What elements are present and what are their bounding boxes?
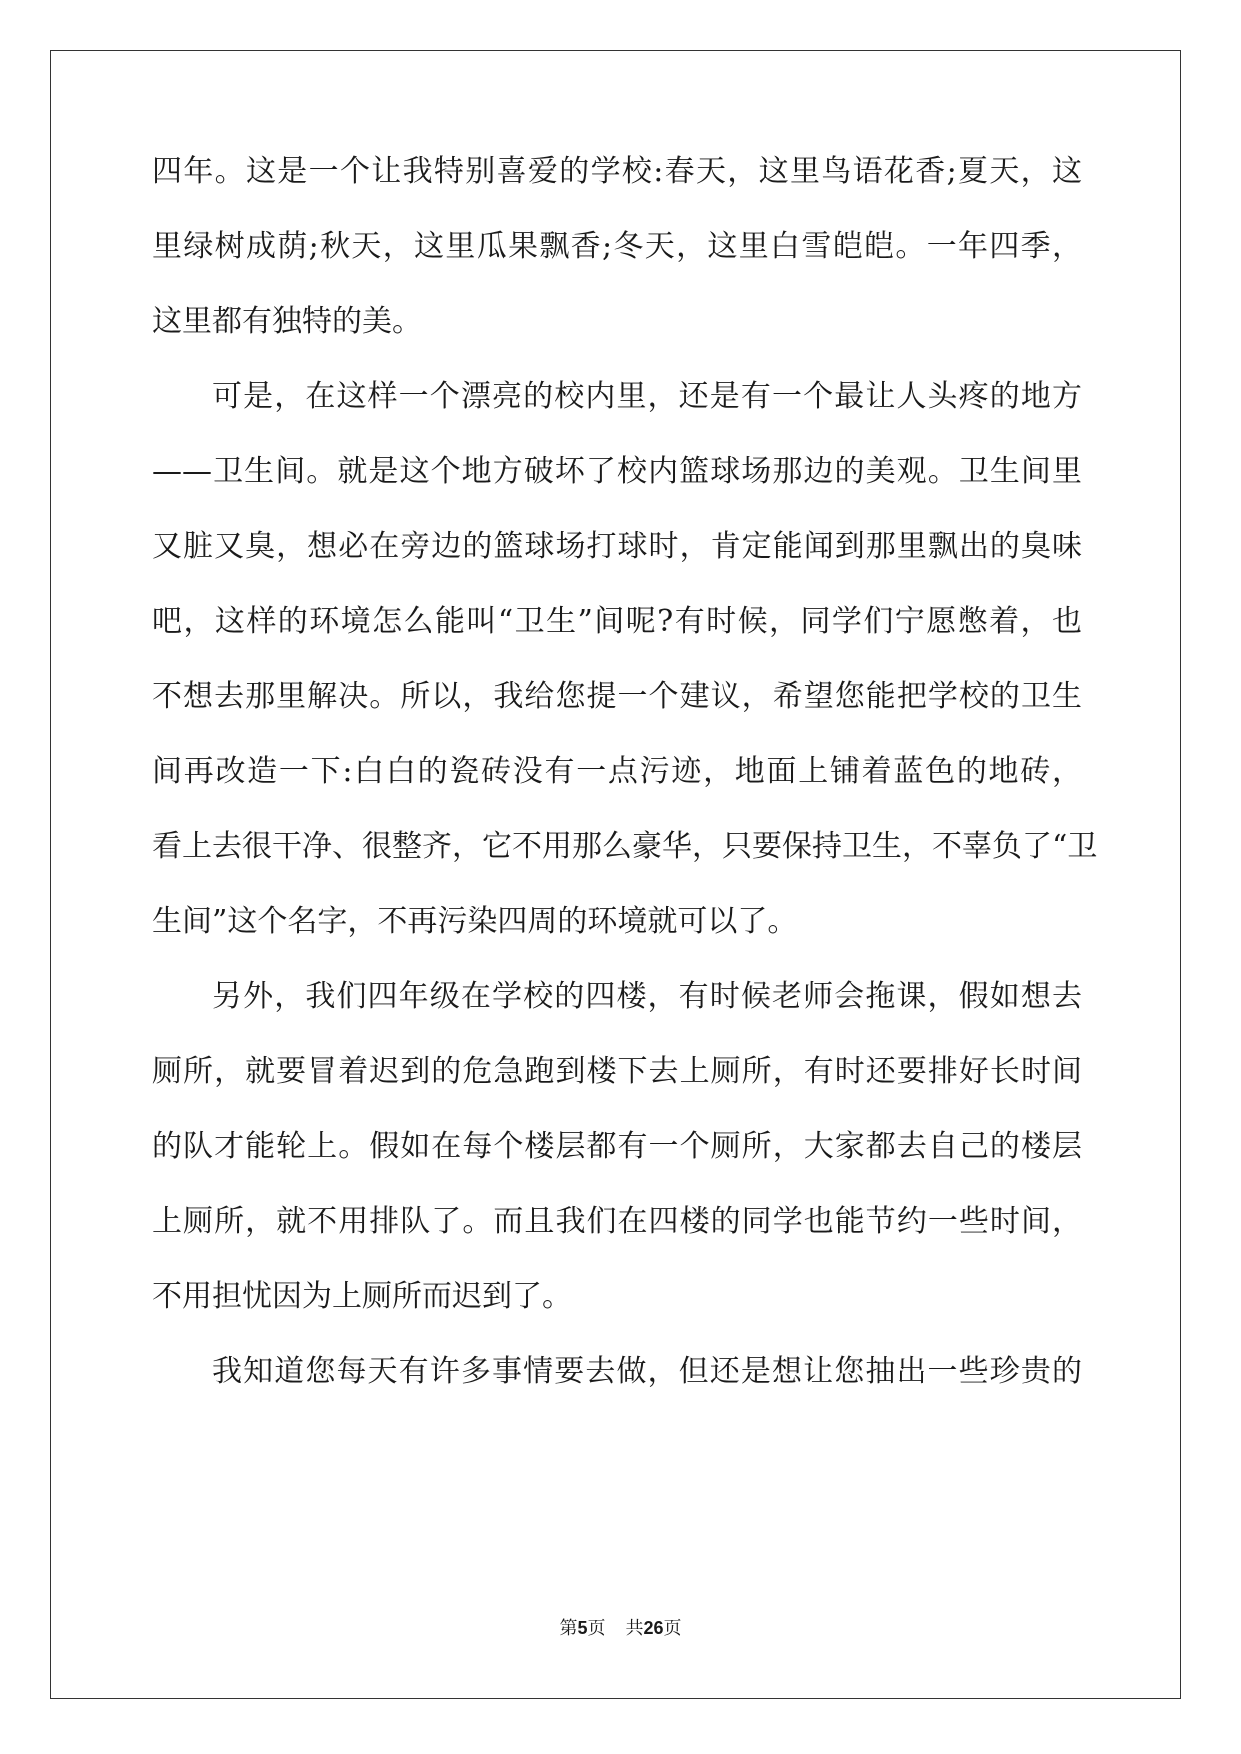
paragraph-line: 间再改造一下:白白的瓷砖没有一点污迹，地面上铺着蓝色的地砖， xyxy=(152,754,1082,789)
paragraph-line: 厕所，就要冒着迟到的危急跑到楼下去上厕所，有时还要排好长时间 xyxy=(152,1054,1082,1089)
paragraph-line: 我知道您每天有许多事情要去做，但还是想让您抽出一些珍贵的 xyxy=(212,1354,1082,1389)
page-prefix: 第 xyxy=(559,1618,578,1639)
paragraph-line: 四年。这是一个让我特别喜爱的学校:春天，这里鸟语花香;夏天，这 xyxy=(152,154,1082,189)
page-unit: 页 xyxy=(587,1618,606,1639)
paragraph-line: 里绿树成荫;秋天，这里瓜果飘香;冬天，这里白雪皑皑。一年四季， xyxy=(152,229,1082,264)
paragraph-line: 另外，我们四年级在学校的四楼，有时候老师会拖课，假如想去 xyxy=(212,979,1082,1014)
paragraph-line: 不想去那里解决。所以，我给您提一个建议，希望您能把学校的卫生 xyxy=(152,679,1082,714)
paragraph-line: 这里都有独特的美。 xyxy=(152,304,422,339)
paragraph-line: 生间”这个名字，不再污染四周的环境就可以了。 xyxy=(152,904,798,939)
paragraph-line: 又脏又臭，想必在旁边的篮球场打球时，肯定能闻到那里飘出的臭味 xyxy=(152,529,1082,564)
paragraph-line: 吧，这样的环境怎么能叫“卫生”间呢?有时候，同学们宁愿憋着，也 xyxy=(152,604,1082,639)
paragraph-line: 看上去很干净、很整齐，它不用那么豪华，只要保持卫生，不辜负了“卫 xyxy=(152,829,1098,864)
paragraph-line: 上厕所，就不用排队了。而且我们在四楼的同学也能节约一些时间， xyxy=(152,1204,1082,1239)
total-prefix: 共 xyxy=(625,1618,644,1639)
paragraph-line: 可是，在这样一个漂亮的校内里，还是有一个最让人头疼的地方 xyxy=(212,379,1082,414)
total-pages: 26 xyxy=(643,1618,664,1638)
paragraph-line: ——卫生间。就是这个地方破坏了校内篮球场那边的美观。卫生间里 xyxy=(152,454,1082,489)
paragraph-line: 不用担忧因为上厕所而迟到了。 xyxy=(152,1279,572,1314)
page-footer xyxy=(0,1614,1241,1640)
page-frame xyxy=(50,50,1181,1699)
paragraph-line: 的队才能轮上。假如在每个楼层都有一个厕所，大家都去自己的楼层 xyxy=(152,1129,1082,1164)
total-unit: 页 xyxy=(663,1618,682,1639)
page-number: 5 xyxy=(577,1618,588,1638)
